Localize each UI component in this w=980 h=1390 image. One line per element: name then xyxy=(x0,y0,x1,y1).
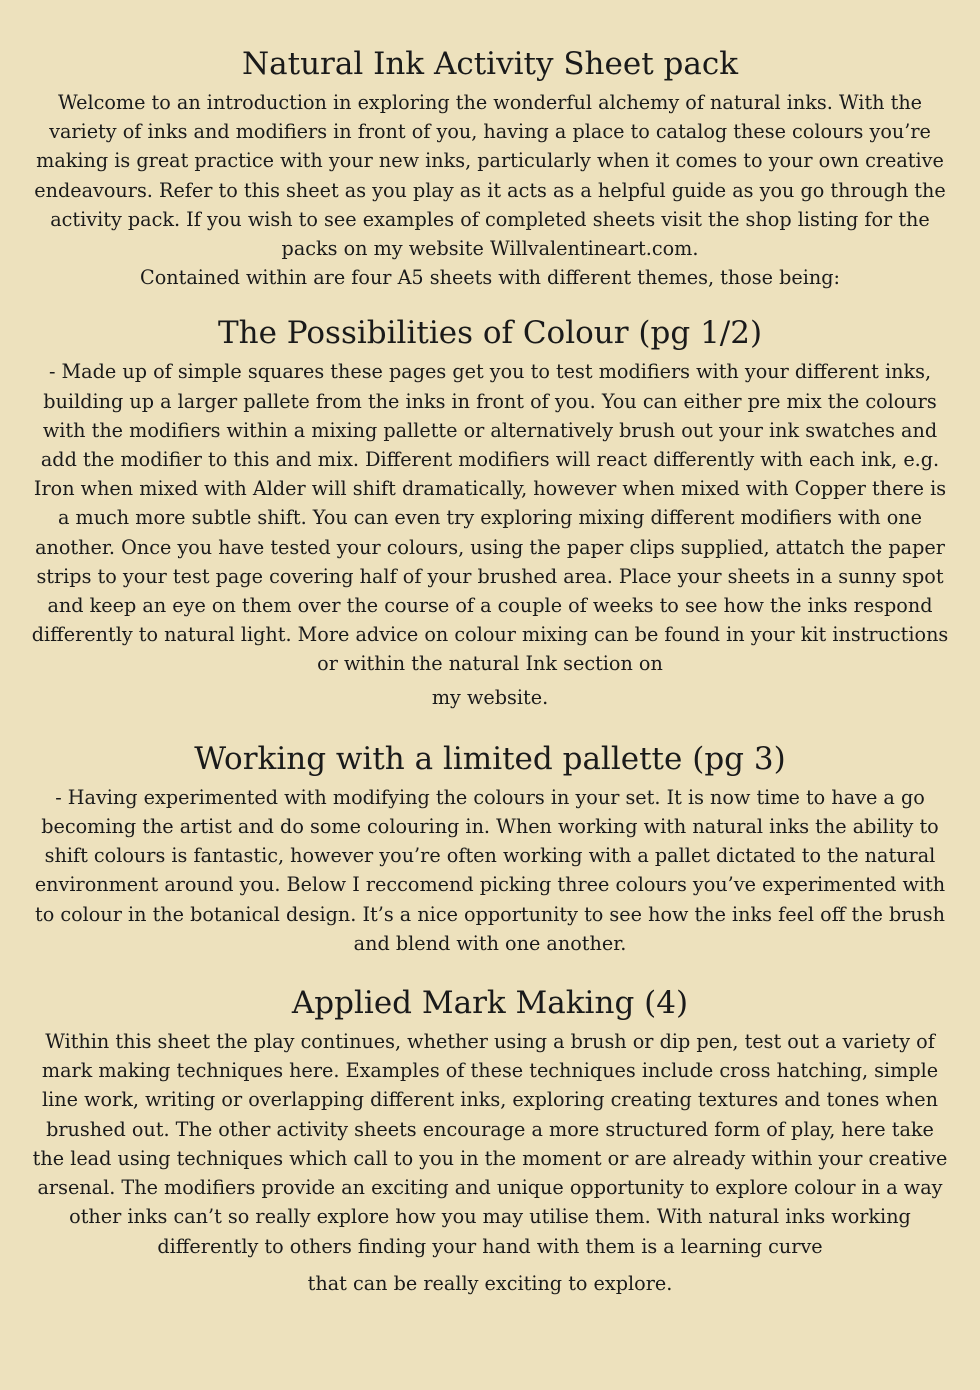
section-body-last-line: that can be really exciting to explore. xyxy=(307,1271,673,1295)
intro-section xyxy=(30,88,950,292)
contained-line: Contained within are four A5 sheets with different themes, those being: xyxy=(140,266,840,290)
section-heading: The Possibilities of Colour (pg 1/2) xyxy=(217,315,763,352)
section-applied-mark-making xyxy=(30,983,950,1298)
section-heading: Applied Mark Making (4) xyxy=(291,985,689,1022)
section-body: Within this sheet the play continues, whether using a brush or dip pen, test out a variety of mark making techniques here. Examples of these techniques include cross hatching, simple line work, writing or overlapping different inks, exploring creating textures and tones when brushed out. The other activity sheets encourage a more structured form of play, here take the lead using techniques which call to you in the moment or are already within your creative arsenal. The modifiers provide an exciting and unique opportunity to explore colour in a way other inks can’t so really explore how you may utilise them. With natural inks working differently to others finding your hand with them is a learning curve xyxy=(32,1030,948,1258)
intro-paragraph: Welcome to an introduction in exploring the wonderful alchemy of natural inks. With the variety of inks and modifiers in front of you, having a place to catalog these colours you’re making is great practice with your new inks, particularly when it comes to your own creative endeavours. Refer to this sheet as you play as it acts as a helpful guide as you go through the activity pack. If you wish to see examples of completed sheets visit the shop listing for the packs on my website Willvalentineart.com. xyxy=(34,91,946,261)
section-body: - Made up of simple squares these pages get you to test modifiers with your different inks, building up a larger pallete from the inks in front of you. You can either pre mix the colours with the modifiers within a mixing pallette or alternatively brush out your ink swatches and add the modifier to this and mix. Different modifiers will react differently with each ink, e.g. Iron when mixed with Alder will shift dramatically, however when mixed with Copper there is a much more subtle shift. You can even try exploring mixing different modifiers with one another. Once you have tested your colours, using the paper clips supplied, attatch the paper strips to your test page covering half of your brushed area. Place your sheets in a sunny spot and keep an eye on them over the course of a couple of weeks to see how the inks respond differently to natural light. More advice on colour mixing can be found in your kit instructions or within the natural Ink section on xyxy=(31,360,949,676)
page-title: Natural Ink Activity Sheet pack xyxy=(242,46,738,82)
section-body-last-line: my website. xyxy=(431,685,549,709)
section-heading: Working with a limited pallette (pg 3) xyxy=(194,740,786,777)
section-limited-pallette xyxy=(30,739,950,958)
section-possibilities-of-colour xyxy=(30,313,950,711)
section-body: - Having experimented with modifying the colours in your set. It is now time to have a go becoming the artist and do some colouring in. When working with natural inks the ability to shift colours is fantastic, however you’re often working with a pallet dictated to the natural environment around you. Below I reccomend picking three colours you’ve experimented with to colour in the botanical design. It’s a nice opportunity to see how the inks feel off the brush and blend with one another. xyxy=(34,785,946,955)
